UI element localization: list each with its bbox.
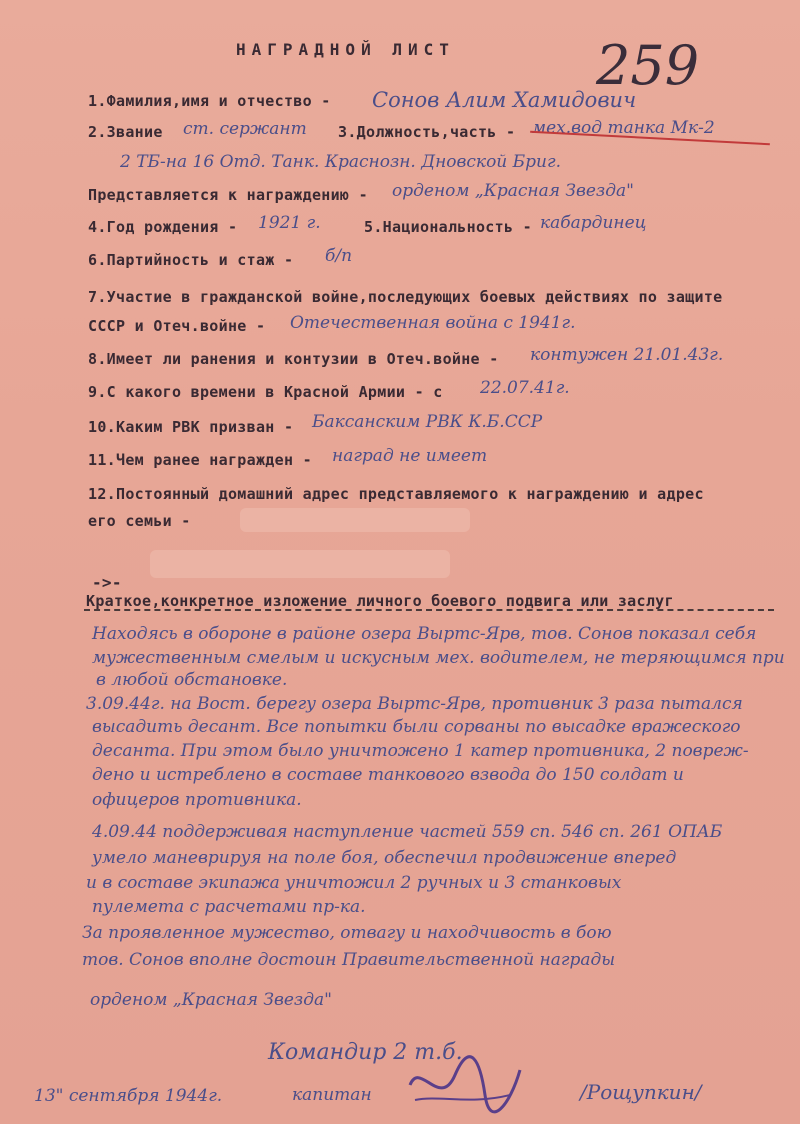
sheet-number: 259 [596,34,700,97]
field-value-party: б/п [325,246,353,266]
field-value-wounds: контужен 21.01.43г. [530,345,724,365]
field-label-civil-war: 7.Участие в гражданской войне,последующих боевых действиях по защите [88,288,723,306]
field-label-awards: 11.Чем ранее награжден - [88,451,312,469]
field-label-army-since: 9.С какого времени в Красной Армии - с [88,383,443,401]
signature-scribble [400,1055,530,1115]
field-value-army-since: 22.07.41г. [480,378,570,398]
narrative-line: тов. Сонов вполне достоин Правительственной награды [82,950,616,970]
narrative-line: мужественным смелым и искусным мех. водителем, не теряющимся при [92,648,785,668]
narrative-line: За проявленное мужество, отвагу и находчивость в бою [82,923,612,943]
narrative-line: десанта. При этом было уничтожено 1 катер противника, 2 повреж- [92,741,749,761]
section-heading: Краткое,конкретное изложение личного боевого подвига или заслуг [86,592,674,610]
field-value-unit: 2 ТБ-на 16 Отд. Танк. Краснозн. Дновской Бриг. [120,152,561,172]
field-label-party: 6.Партийность и стаж - [88,251,294,269]
field-value-awards: наград не имеет [332,446,488,466]
commander-rank: капитан [292,1085,372,1105]
dash-mark: ->- [92,573,122,592]
field-label-award: Представляется к награждению - [88,186,368,204]
redacted-address [240,508,470,532]
field-value-name: Сонов Алим Хамидович [372,88,637,112]
field-label-nationality: 5.Национальность - [364,218,532,236]
sign-date: 13" сентября 1944г. [34,1086,223,1106]
field-label-rvk: 10.Каким РВК призван - [88,418,294,436]
field-label-birth-year: 4.Год рождения - [88,218,238,236]
narrative-line: высадить десант. Все попытки были сорваны по высадке вражеского [92,717,741,737]
field-label-family: его семьи - [88,512,191,530]
field-value-nationality: кабардинец [540,213,647,233]
field-value-position: мех.вод танка Мк-2 [532,118,715,138]
redacted-address-2 [150,550,450,578]
field-label-address: 12.Постоянный домашний адрес представляемого к награждению и адрес [88,485,704,503]
document-title: НАГРАДНОЙ ЛИСТ [236,40,455,59]
narrative-line: дено и истреблено в составе танкового взвода до 150 солдат и [92,765,684,785]
field-label-wounds: 8.Имеет ли ранения и контузии в Отеч.войне - [88,350,499,368]
field-value-patriotic-war: Отечественная война с 1941г. [290,313,576,333]
narrative-line: пулемета с расчетами пр-ка. [92,897,366,917]
narrative-line: орденом „Красная Звезда" [90,990,332,1010]
field-value-birth-year: 1921 г. [258,213,321,233]
narrative-line: 3.09.44г. на Вост. берегу озера Выртс-Ярв, противник 3 раза пытался [86,694,743,714]
field-label-patriotic-war: СССР и Отеч.войне - [88,317,266,335]
field-value-award: орденом „Красная Звезда" [392,181,634,201]
field-label-rank: 2.Звание [88,123,163,141]
field-label-name: 1.Фамилия,имя и отчество - [88,92,331,110]
narrative-line: Находясь в обороне в районе озера Выртс-Ярв, тов. Сонов показал себя [92,624,757,644]
commander-title: Командир 2 т.б. [268,1040,463,1065]
narrative-line: умело маневрируя на поле боя, обеспечил продвижение вперед [92,848,677,868]
field-value-rvk: Баксанским РВК К.Б.ССР [312,412,543,432]
narrative-line: 4.09.44 поддерживая наступление частей 559 сп. 546 сп. 261 ОПАБ [92,822,723,842]
narrative-line: в любой обстановке. [96,670,288,690]
dashed-divider [84,609,774,611]
narrative-line: и в составе экипажа уничтожил 2 ручных и 3 станковых [86,873,622,893]
narrative-line: офицеров противника. [92,790,302,810]
commander-name: /Рощупкин/ [580,1080,702,1104]
field-value-rank: ст. сержант [183,119,307,139]
field-label-position: 3.Должность,часть - [338,123,516,141]
